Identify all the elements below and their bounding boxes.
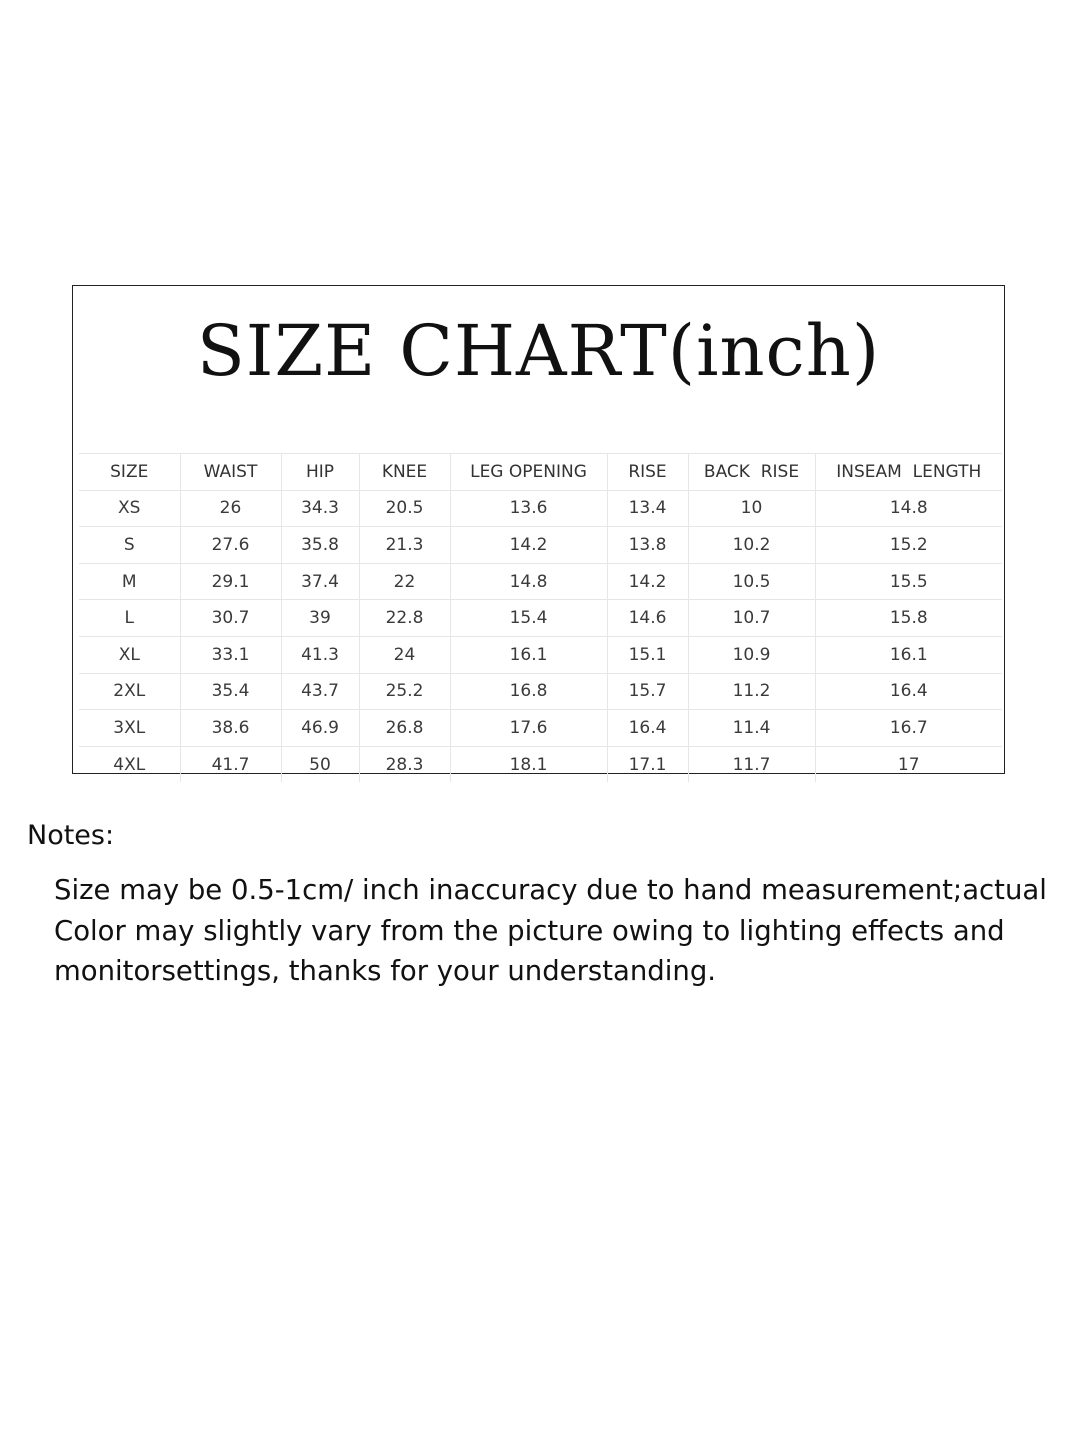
table-cell: 33.1 — [180, 636, 281, 673]
table-row — [79, 746, 1002, 782]
table-cell: 17.6 — [450, 710, 607, 747]
table-cell: 13.8 — [607, 527, 688, 564]
table-cell: 43.7 — [281, 673, 359, 710]
table-cell: 28.3 — [359, 746, 450, 782]
table-cell: 16.7 — [815, 710, 1002, 747]
header-cell-leg-opening: LEG OPENING — [450, 454, 607, 491]
notes-line: monitorsettings, thanks for your understanding. — [54, 955, 717, 987]
header-cell-size: SIZE — [79, 454, 180, 491]
table-cell: 14.2 — [607, 563, 688, 600]
table-cell: 17 — [897, 754, 920, 775]
table-cell: 30.7 — [180, 600, 281, 637]
table-cell: 10.7 — [688, 600, 815, 637]
table-cell: 37.4 — [281, 563, 359, 600]
header-cell-rise: RISE — [607, 454, 688, 491]
table-cell: 18.1 — [450, 746, 607, 782]
table-row — [79, 673, 1002, 710]
table-cell: 3XL — [79, 710, 180, 747]
table-cell: 15.5 — [815, 563, 1002, 600]
table-cell: 41.7 — [180, 746, 281, 782]
table-cell: 39 — [281, 600, 359, 637]
size-table — [79, 453, 1002, 782]
table-cell: S — [79, 527, 180, 564]
table-cell: 22 — [359, 563, 450, 600]
table-row — [79, 600, 1002, 637]
table-cell: 10.2 — [688, 527, 815, 564]
table-cell: 11.7 — [688, 746, 815, 782]
notes-heading: Notes: — [27, 820, 115, 851]
table-cell: 35.8 — [281, 527, 359, 564]
table-cell: 26.8 — [359, 710, 450, 747]
table-cell: 10.5 — [688, 563, 815, 600]
table-cell: M — [79, 563, 180, 600]
table-cell: 34.3 — [281, 490, 359, 527]
table-cell: L — [79, 600, 180, 637]
table-cell: 22.8 — [359, 600, 450, 637]
table-row — [79, 490, 1002, 527]
table-row — [79, 636, 1002, 673]
table-cell: 25.2 — [359, 673, 450, 710]
table-cell: 20.5 — [359, 490, 450, 527]
table-row — [79, 563, 1002, 600]
header-cell-hip: HIP — [281, 454, 359, 491]
table-cell: 14.2 — [450, 527, 607, 564]
table-cell: 24 — [359, 636, 450, 673]
table-cell: 16.1 — [815, 636, 1002, 673]
table-cell: 38.6 — [180, 710, 281, 747]
table-cell: 15.7 — [607, 673, 688, 710]
table-cell: 13.6 — [450, 490, 607, 527]
table-cell: 15.8 — [815, 600, 1002, 637]
table-cell: 17.1 — [607, 746, 688, 782]
header-cell-back-rise: BACK RISE — [688, 454, 815, 491]
table-cell: 16.4 — [607, 710, 688, 747]
header-cell-inseam-length: INSEAM LENGTH — [815, 454, 1002, 491]
header-cell-waist: WAIST — [180, 454, 281, 491]
table-cell: 15.1 — [607, 636, 688, 673]
notes-line: Color may slightly vary from the picture owing to lighting effects and — [54, 914, 1005, 947]
notes-line: Size may be 0.5-1cm/ inch inaccuracy due to hand measurement;actual — [54, 874, 1047, 906]
table-cell: 46.9 — [281, 710, 359, 747]
table-cell: 15.4 — [450, 600, 607, 637]
table-cell: 41.3 — [281, 636, 359, 673]
table-cell: 35.4 — [180, 673, 281, 710]
table-cell: 50 — [281, 746, 359, 782]
table-header-row — [79, 454, 1002, 491]
header-cell-knee: KNEE — [359, 454, 450, 491]
table-cell: 26 — [180, 490, 281, 527]
table-cell: 2XL — [79, 673, 180, 710]
table-row — [79, 710, 1002, 747]
table-cell: 13.4 — [607, 490, 688, 527]
table-cell: 29.1 — [180, 563, 281, 600]
table-cell: 16.8 — [450, 673, 607, 710]
table-cell: 21.3 — [359, 527, 450, 564]
table-cell: 11.4 — [688, 710, 815, 747]
table-cell: 15.2 — [815, 527, 1002, 564]
table-cell: 14.6 — [607, 600, 688, 637]
table-cell: 10.9 — [688, 636, 815, 673]
table-cell: 10 — [688, 490, 815, 527]
table-cell: XL — [79, 636, 180, 673]
table-cell: 16.4 — [815, 673, 1002, 710]
table-row — [79, 527, 1002, 564]
table-cell: 14.8 — [815, 490, 1002, 527]
table-cell: 16.1 — [450, 636, 607, 673]
table-cell: 4XL — [79, 746, 180, 782]
table-cell: 14.8 — [450, 563, 607, 600]
table-cell: XS — [79, 490, 180, 527]
table-cell: 27.6 — [180, 527, 281, 564]
table-cell: 11.2 — [688, 673, 815, 710]
size-chart-box — [72, 285, 1005, 774]
notes-text — [54, 870, 1064, 992]
chart-title: SIZE CHART(inch) — [196, 310, 881, 392]
